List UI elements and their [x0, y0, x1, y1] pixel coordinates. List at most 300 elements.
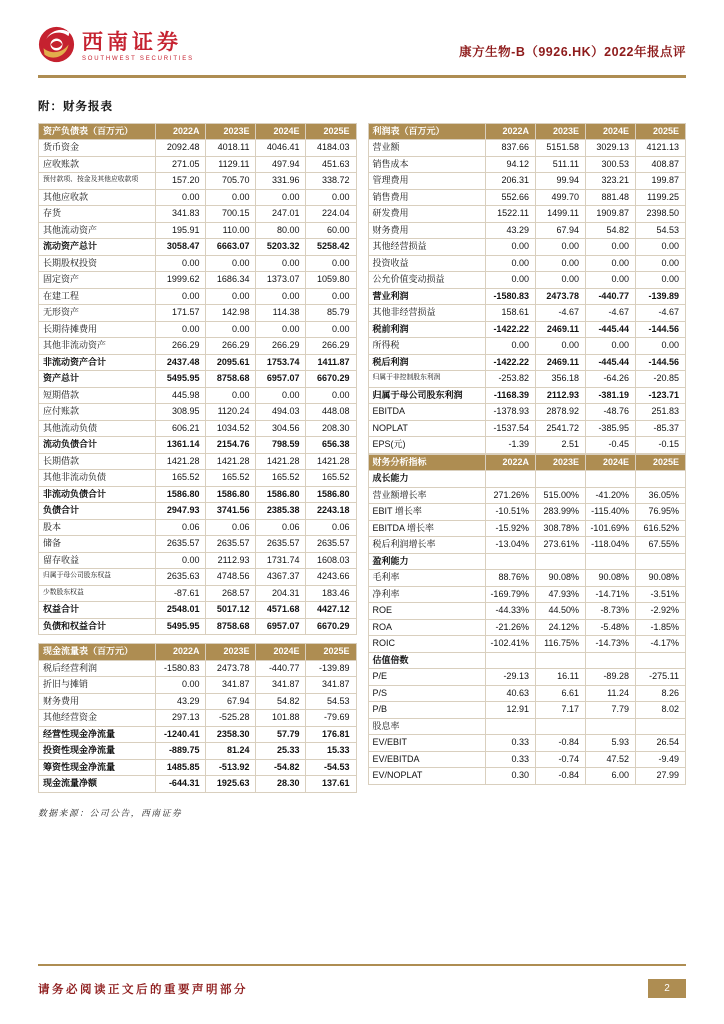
cell-value: -1240.41 — [156, 726, 206, 743]
cell-value: 176.81 — [306, 726, 356, 743]
cell-value: 8758.68 — [206, 371, 256, 388]
cell-value: 195.91 — [156, 222, 206, 239]
cell-value: 1522.11 — [485, 206, 535, 223]
row-label: 应付账款 — [39, 404, 156, 421]
section-header-row — [368, 553, 686, 570]
cell-value: 36.05% — [635, 487, 685, 504]
cell-value: 2548.01 — [156, 602, 206, 619]
cell-value: -1.39 — [485, 437, 535, 454]
cell-value: 76.95% — [635, 504, 685, 521]
cell-value: 5258.42 — [306, 239, 356, 256]
cell-value: 1925.63 — [206, 776, 256, 793]
cell-value: 137.61 — [306, 776, 356, 793]
cell-value: 90.08% — [535, 570, 585, 587]
report-title: 康方生物-B（9926.HK）2022年报点评 — [459, 45, 686, 59]
cell-value: 341.87 — [206, 677, 256, 694]
table-header-row — [39, 644, 357, 661]
cell-value: 6957.07 — [256, 618, 306, 635]
year-column-header: 2022A — [156, 644, 206, 661]
table-row — [39, 569, 357, 586]
table-row — [368, 189, 686, 206]
cell-value: 99.94 — [535, 173, 585, 190]
cell-value: 0.30 — [485, 768, 535, 785]
cell-value: 0.00 — [206, 321, 256, 338]
cell-value: -64.26 — [585, 371, 635, 388]
cell-value: 2947.93 — [156, 503, 206, 520]
cell-value: 27.99 — [635, 768, 685, 785]
cell-value: -144.56 — [635, 354, 685, 371]
cell-value: 5495.95 — [156, 618, 206, 635]
cell-value: 408.87 — [635, 156, 685, 173]
table-row — [39, 371, 357, 388]
cell-value: 8.26 — [635, 685, 685, 702]
cell-value: 323.21 — [585, 173, 635, 190]
row-label: 公允价值变动损益 — [368, 272, 485, 289]
cell-value: 552.66 — [485, 189, 535, 206]
cell-value: 2385.38 — [256, 503, 306, 520]
cell-value: 142.98 — [206, 305, 256, 322]
cell-value: 81.24 — [206, 743, 256, 760]
cell-value: -253.82 — [485, 371, 535, 388]
cell-value: -13.04% — [485, 537, 535, 554]
cell-value: -1580.83 — [156, 660, 206, 677]
cell-value: 0.00 — [206, 189, 256, 206]
cell-value: 158.61 — [485, 305, 535, 322]
cell-value: 2635.63 — [156, 569, 206, 586]
table-row — [39, 222, 357, 239]
table-row — [368, 206, 686, 223]
cell-value: -525.28 — [206, 710, 256, 727]
cell-value: 4046.41 — [256, 140, 306, 157]
cell-value: 2112.93 — [535, 387, 585, 404]
table-row — [368, 735, 686, 752]
table-row — [39, 453, 357, 470]
cell-value: 1421.28 — [256, 453, 306, 470]
section-header-row — [368, 471, 686, 488]
cell-value: -445.44 — [585, 321, 635, 338]
cell-value: 0.00 — [256, 255, 306, 272]
cell-value: 54.53 — [635, 222, 685, 239]
cell-value: 798.59 — [256, 437, 306, 454]
cell-value: 0.00 — [635, 255, 685, 272]
cell-value: 308.95 — [156, 404, 206, 421]
row-label: 其他经营资金 — [39, 710, 156, 727]
table-row — [39, 140, 357, 157]
cell-value: 1034.52 — [206, 420, 256, 437]
cell-value: 0.33 — [485, 735, 535, 752]
row-label: EPS(元) — [368, 437, 485, 454]
table-row — [368, 520, 686, 537]
cell-value: 101.88 — [256, 710, 306, 727]
row-label: 销售费用 — [368, 189, 485, 206]
row-label: 非流动负债合计 — [39, 486, 156, 503]
cell-value: 0.06 — [206, 519, 256, 536]
cell-value: 4018.11 — [206, 140, 256, 157]
cell-value: 331.96 — [256, 173, 306, 190]
table-row — [39, 404, 357, 421]
cell-value: 28.30 — [256, 776, 306, 793]
cell-value: 1059.80 — [306, 272, 356, 289]
cell-value: 2878.92 — [535, 404, 585, 421]
row-label: 股本 — [39, 519, 156, 536]
cell-value: 341.83 — [156, 206, 206, 223]
table-row — [39, 759, 357, 776]
cell-value: 266.29 — [306, 338, 356, 355]
year-column-header: 2024E — [585, 123, 635, 140]
row-label: 短期借款 — [39, 387, 156, 404]
table-row — [368, 768, 686, 785]
cell-value: 1608.03 — [306, 552, 356, 569]
table-row — [39, 552, 357, 569]
cell-value: -9.49 — [635, 751, 685, 768]
row-label: 筹资性现金净流量 — [39, 759, 156, 776]
table-row — [368, 404, 686, 421]
table-header-row — [368, 123, 686, 140]
row-label: 流动负债合计 — [39, 437, 156, 454]
cell-value: 0.00 — [306, 321, 356, 338]
year-column-header: 2024E — [585, 454, 635, 471]
cell-value: 0.00 — [256, 321, 306, 338]
cell-value: -115.40% — [585, 504, 635, 521]
cell-value: 497.94 — [256, 156, 306, 173]
cell-value: 2469.11 — [535, 354, 585, 371]
cell-value: 0.06 — [306, 519, 356, 536]
cell-value: 341.87 — [306, 677, 356, 694]
cell-value: 16.11 — [535, 669, 585, 686]
row-label: 少数股东权益 — [39, 585, 156, 602]
year-column-header: 2025E — [635, 123, 685, 140]
cell-value: 2358.30 — [206, 726, 256, 743]
cell-value: 0.00 — [485, 239, 535, 256]
cell-value: 4184.03 — [306, 140, 356, 157]
cell-value: 268.57 — [206, 585, 256, 602]
cash-flow-table — [38, 643, 357, 793]
table-row — [39, 677, 357, 694]
cell-value: -144.56 — [635, 321, 685, 338]
row-label: ROE — [368, 603, 485, 620]
cell-value: -2.92% — [635, 603, 685, 620]
cell-value: 6663.07 — [206, 239, 256, 256]
cell-value: 2635.57 — [306, 536, 356, 553]
table-row — [39, 354, 357, 371]
cell-value: 2437.48 — [156, 354, 206, 371]
footer-row — [38, 979, 686, 998]
year-column-header: 2022A — [156, 123, 206, 140]
cell-value — [635, 553, 685, 570]
table-row — [368, 156, 686, 173]
table-header-row — [39, 123, 357, 140]
cell-value — [535, 652, 585, 669]
row-label: 固定资产 — [39, 272, 156, 289]
cell-value: -44.33% — [485, 603, 535, 620]
cell-value: 67.55% — [635, 537, 685, 554]
table-row — [39, 239, 357, 256]
table-row — [39, 710, 357, 727]
cell-value: 1421.28 — [156, 453, 206, 470]
section-header-row — [368, 652, 686, 669]
table-row — [368, 702, 686, 719]
cell-value: 705.70 — [206, 173, 256, 190]
cell-value: 656.38 — [306, 437, 356, 454]
cell-value: -21.26% — [485, 619, 535, 636]
cell-value: 6670.29 — [306, 618, 356, 635]
cell-value: -15.92% — [485, 520, 535, 537]
row-label: 无形资产 — [39, 305, 156, 322]
cell-value: 0.00 — [206, 288, 256, 305]
cell-value: 44.50% — [535, 603, 585, 620]
cell-value: 1586.80 — [256, 486, 306, 503]
balance-sheet-table — [38, 123, 357, 636]
cell-value — [635, 652, 685, 669]
cell-value: 0.00 — [585, 272, 635, 289]
row-label: 在建工程 — [39, 288, 156, 305]
row-label: 税后经营利润 — [39, 660, 156, 677]
table-row — [368, 354, 686, 371]
cell-value: 85.79 — [306, 305, 356, 322]
table-row — [368, 173, 686, 190]
cell-value: 3058.47 — [156, 239, 206, 256]
row-label: 其他非流动资产 — [39, 338, 156, 355]
table-row — [368, 338, 686, 355]
cell-value: 0.00 — [485, 338, 535, 355]
cell-value: 90.08% — [635, 570, 685, 587]
cell-value: -0.84 — [535, 768, 585, 785]
cell-value: 499.70 — [535, 189, 585, 206]
cell-value: 6.61 — [535, 685, 585, 702]
table-row — [368, 669, 686, 686]
cell-value: 208.30 — [306, 420, 356, 437]
cell-value: 881.48 — [585, 189, 635, 206]
row-label: 预付款项、按金及其他应收款项 — [39, 173, 156, 190]
cell-value: 297.13 — [156, 710, 206, 727]
table-row — [368, 255, 686, 272]
cell-value: -139.89 — [306, 660, 356, 677]
row-label: 营业额 — [368, 140, 485, 157]
cell-value: 0.00 — [156, 255, 206, 272]
table-row — [39, 338, 357, 355]
table-title: 利润表（百万元） — [368, 123, 485, 140]
year-column-header: 2023E — [206, 644, 256, 661]
cell-value: 0.00 — [156, 288, 206, 305]
table-row — [368, 420, 686, 437]
row-label: EV/NOPLAT — [368, 768, 485, 785]
cell-value: 90.08% — [585, 570, 635, 587]
cell-value: -4.67 — [635, 305, 685, 322]
row-label: 长期待摊费用 — [39, 321, 156, 338]
cell-value: 0.00 — [535, 255, 585, 272]
cell-value: 606.21 — [156, 420, 206, 437]
cell-value: -8.73% — [585, 603, 635, 620]
table-row — [39, 437, 357, 454]
row-label: 所得税 — [368, 338, 485, 355]
cell-value: -0.45 — [585, 437, 635, 454]
cell-value: 224.04 — [306, 206, 356, 223]
cell-value: -54.82 — [256, 759, 306, 776]
year-column-header: 2025E — [306, 644, 356, 661]
table-header-row — [368, 454, 686, 471]
cell-value: 4121.13 — [635, 140, 685, 157]
cell-value: 0.06 — [156, 519, 206, 536]
row-label: 现金流量净额 — [39, 776, 156, 793]
cell-value: 206.31 — [485, 173, 535, 190]
cell-value: 2243.18 — [306, 503, 356, 520]
cell-value: 1586.80 — [156, 486, 206, 503]
cell-value: 1499.11 — [535, 206, 585, 223]
cell-value: 2112.93 — [206, 552, 256, 569]
table-row — [368, 751, 686, 768]
cell-value: -101.69% — [585, 520, 635, 537]
cell-value: 0.00 — [256, 387, 306, 404]
cell-value: -440.77 — [585, 288, 635, 305]
cell-value — [635, 471, 685, 488]
cell-value: 3029.13 — [585, 140, 635, 157]
cell-value: 1129.11 — [206, 156, 256, 173]
row-label: NOPLAT — [368, 420, 485, 437]
cell-value: 0.00 — [635, 338, 685, 355]
row-label: 长期股权投资 — [39, 255, 156, 272]
cell-value: 110.00 — [206, 222, 256, 239]
row-label: 估值倍数 — [368, 652, 485, 669]
table-row — [39, 519, 357, 536]
row-label: 股息率 — [368, 718, 485, 735]
cell-value: 515.00% — [535, 487, 585, 504]
header-divider — [38, 75, 686, 78]
cell-value: 80.00 — [256, 222, 306, 239]
cell-value: 1909.87 — [585, 206, 635, 223]
cell-value: 0.00 — [306, 387, 356, 404]
cell-value: 2635.57 — [156, 536, 206, 553]
cell-value: 2398.50 — [635, 206, 685, 223]
cell-value: 47.52 — [585, 751, 635, 768]
cell-value: 12.91 — [485, 702, 535, 719]
table-row — [39, 536, 357, 553]
cell-value: 57.79 — [256, 726, 306, 743]
row-label: 营业利润 — [368, 288, 485, 305]
brand-logo — [38, 26, 194, 68]
row-label: 非流动资产合计 — [39, 354, 156, 371]
financial-tables — [38, 123, 686, 819]
cell-value: 2473.78 — [206, 660, 256, 677]
row-label: EBITDA 增长率 — [368, 520, 485, 537]
cell-value: -1168.39 — [485, 387, 535, 404]
cell-value: 341.87 — [256, 677, 306, 694]
row-label: 存货 — [39, 206, 156, 223]
row-label: 折旧与摊销 — [39, 677, 156, 694]
table-title: 现金流量表（百万元） — [39, 644, 156, 661]
cell-value: 0.06 — [256, 519, 306, 536]
cell-value: 8.02 — [635, 702, 685, 719]
year-column-header: 2024E — [256, 644, 306, 661]
cell-value: 2473.78 — [535, 288, 585, 305]
cell-value: 0.00 — [156, 321, 206, 338]
cell-value: 43.29 — [485, 222, 535, 239]
row-label: 归属于母公司股东利润 — [368, 387, 485, 404]
year-column-header: 2025E — [635, 454, 685, 471]
cell-value: -4.17% — [635, 636, 685, 653]
row-label: 税前利润 — [368, 321, 485, 338]
cell-value: 6957.07 — [256, 371, 306, 388]
right-column — [368, 123, 687, 819]
cell-value: -275.11 — [635, 669, 685, 686]
row-label: P/B — [368, 702, 485, 719]
cell-value: 0.00 — [156, 677, 206, 694]
cell-value: 8758.68 — [206, 618, 256, 635]
table-row — [39, 255, 357, 272]
table-row — [39, 420, 357, 437]
cell-value: -3.51% — [635, 586, 685, 603]
cell-value: 2469.11 — [535, 321, 585, 338]
cell-value: 0.00 — [535, 239, 585, 256]
table-row — [368, 718, 686, 735]
table-row — [39, 503, 357, 520]
cell-value — [485, 553, 535, 570]
page-number-badge: 2 — [648, 979, 686, 998]
table-row — [368, 619, 686, 636]
table-row — [368, 603, 686, 620]
cell-value: 11.24 — [585, 685, 635, 702]
cell-value: 26.54 — [635, 735, 685, 752]
table-row — [368, 586, 686, 603]
row-label: EBIT 增长率 — [368, 504, 485, 521]
cell-value: 1199.25 — [635, 189, 685, 206]
row-label: 资产总计 — [39, 371, 156, 388]
cell-value: 251.83 — [635, 404, 685, 421]
row-label: EBITDA — [368, 404, 485, 421]
cell-value: 165.52 — [206, 470, 256, 487]
cell-value: 1421.28 — [306, 453, 356, 470]
cell-value: -1422.22 — [485, 321, 535, 338]
cell-value — [485, 718, 535, 735]
cell-value: -79.69 — [306, 710, 356, 727]
table-row — [39, 486, 357, 503]
page-header — [38, 26, 686, 68]
table-row — [368, 437, 686, 454]
table-row — [368, 222, 686, 239]
cell-value: 54.53 — [306, 693, 356, 710]
cell-value: 5017.12 — [206, 602, 256, 619]
row-label: 财务费用 — [368, 222, 485, 239]
row-label: 负债合计 — [39, 503, 156, 520]
cell-value: 6670.29 — [306, 371, 356, 388]
cell-value: 1753.74 — [256, 354, 306, 371]
table-row — [368, 305, 686, 322]
cell-value: 300.53 — [585, 156, 635, 173]
cell-value: 308.78% — [535, 520, 585, 537]
cell-value: 1411.87 — [306, 354, 356, 371]
brand-name-en: SOUTHWEST SECURITIES — [82, 56, 194, 62]
cell-value: 4243.66 — [306, 569, 356, 586]
cell-value: 7.79 — [585, 702, 635, 719]
cell-value: -0.84 — [535, 735, 585, 752]
cell-value: 24.12% — [535, 619, 585, 636]
row-label: 其他经营损益 — [368, 239, 485, 256]
cell-value: -445.44 — [585, 354, 635, 371]
cell-value — [535, 718, 585, 735]
cell-value: 0.00 — [306, 255, 356, 272]
cell-value: 183.46 — [306, 585, 356, 602]
table-row — [39, 387, 357, 404]
cell-value: -1537.54 — [485, 420, 535, 437]
row-label: 研发费用 — [368, 206, 485, 223]
cell-value: 199.87 — [635, 173, 685, 190]
cell-value: 2635.57 — [256, 536, 306, 553]
cell-value: 94.12 — [485, 156, 535, 173]
cell-value: 451.63 — [306, 156, 356, 173]
cell-value: 6.00 — [585, 768, 635, 785]
cell-value: 448.08 — [306, 404, 356, 421]
cell-value — [485, 471, 535, 488]
section-title: 附：财务报表 — [38, 100, 113, 113]
